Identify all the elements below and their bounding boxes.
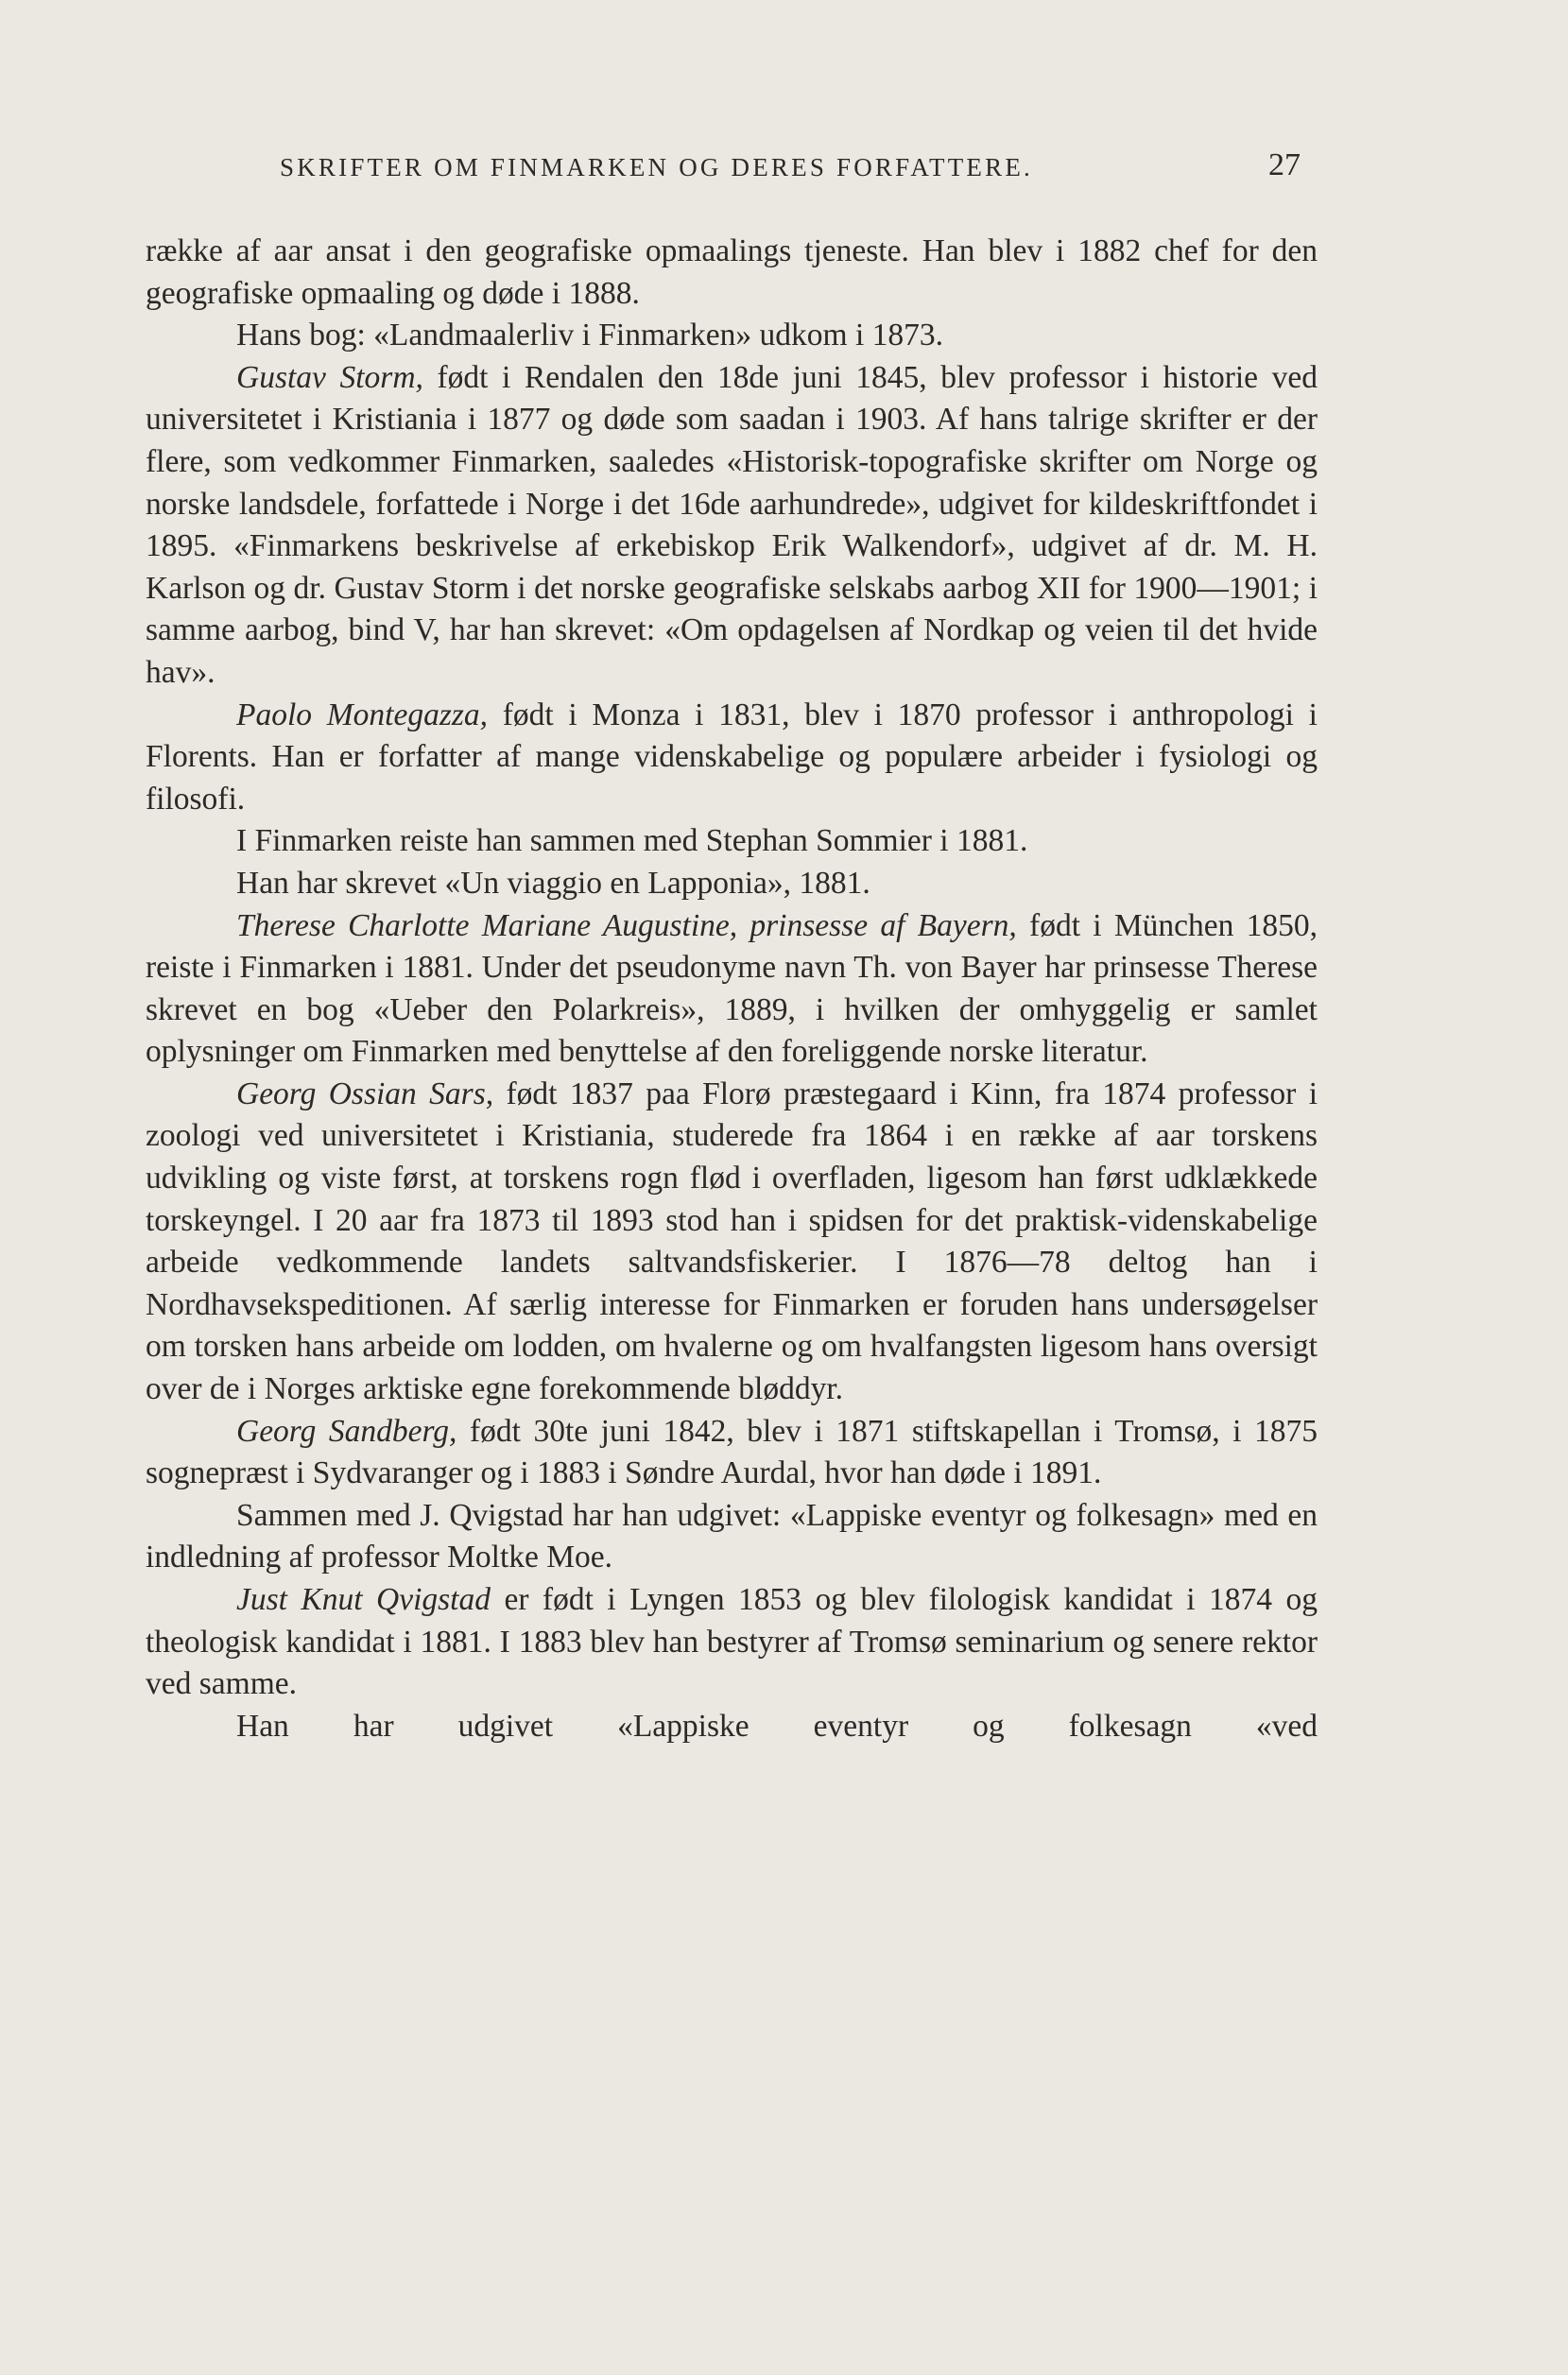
- person-name: Therese Charlotte Mariane Augustine, prinsesse af Bayern,: [236, 907, 1017, 943]
- paragraph: Han har skrevet «Un viaggio en Lapponia», 1881.: [236, 865, 870, 901]
- person-name: Just Knut Qvigstad: [236, 1582, 491, 1617]
- person-name: Paolo Montegazza,: [236, 697, 489, 732]
- paragraph: række af aar ansat i den geografiske opmaalings tjeneste. Han blev i 1882 chef for den geografiske opmaaling og døde i 1888.: [146, 233, 1318, 311]
- page-number: 27: [1268, 147, 1301, 182]
- paragraph: Han har udgivet «Lappiske eventyr og folkesagn «ved: [236, 1708, 1318, 1744]
- paragraph: Sammen med J. Qvigstad har han udgivet: «Lappiske eventyr og folkesagn» med en indledning af professor Moltke Moe.: [146, 1497, 1318, 1575]
- paragraph: Georg Ossian Sars, født 1837 paa Florø præstegaard i Kinn, fra 1874 professor i zoologi ved universitetet i Kristiania, studerede fra 1864 i en række af aar torskens udvikling og viste først, at torskens rogn flød i overfladen, ligesom han først udklækkede torskeyngel. I 20 aar fra 1873 til 1893 stod han i spidsen for det praktisk-videnskabelige arbeide vedkommende landets saltvandsfiskerier. I 1876—78 deltog han i Nordhavsekspeditionen. Af særlig interesse for Finmarken er foruden hans undersøgelser om torsken hans arbeide om lodden, om hvalerne og om hvalfangsten ligesom hans oversigt over de i Norges arktiske egne forekommende bløddyr.: [146, 1076, 1318, 1407]
- paragraph: Paolo Montegazza, født i Monza i 1831, blev i 1870 professor i anthropologi i Florents. Han er forfatter af mange videnskabelige og populære arbeider i fysiologi og filosofi.: [146, 697, 1318, 817]
- paragraph: Hans bog: «Landmaalerliv i Finmarken» udkom i 1873.: [236, 318, 944, 353]
- person-name: Georg Sandberg,: [236, 1413, 457, 1449]
- paragraph: Georg Sandberg, født 30te juni 1842, blev i 1871 stiftskapellan i Tromsø, i 1875 sognepræst i Sydvaranger og i 1883 i Søndre Aurdal, hvor han døde i 1891.: [146, 1413, 1318, 1491]
- paragraph: Gustav Storm, født i Rendalen den 18de juni 1845, blev professor i historie ved universitetet i Kristiania i 1877 og døde som saadan i 1903. Af hans talrige skrifter er der flere, som vedkommer Finmarken, saaledes «Historisk-topografiske skrifter om Norge og norske landsdele, forfattede i Norge i det 16de aarhundrede», udgivet for kildeskriftfondet i 1895. «Finmarkens beskrivelse af erkebiskop Erik Walkendorf», udgivet af dr. M. H. Karlson og dr. Gustav Storm i det norske geografiske selskabs aarbog XII for 1900—1901; i samme aarbog, bind V, har han skrevet: «Om opdagelsen af Nordkap og veien til det hvide hav».: [146, 359, 1318, 690]
- running-title: SKRIFTER OM FINMARKEN OG DERES FORFATTERE.: [280, 153, 1033, 181]
- paragraph: Therese Charlotte Mariane Augustine, prinsesse af Bayern, født i München 1850, reiste i Finmarken i 1881. Under det pseudonyme navn Th. von Bayer har prinsesse Therese skrevet en bog «Ueber den Polarkreis», 1889, i hvilken der omhyggelig er samlet oplysninger om Finmarken med benyttelse af den foreliggende norske literatur.: [146, 907, 1318, 1070]
- person-name: Georg Ossian Sars,: [236, 1076, 494, 1111]
- paragraph: I Finmarken reiste han sammen med Stephan Sommier i 1881.: [236, 823, 1028, 859]
- page-header: [280, 147, 1310, 191]
- person-name: Gustav Storm,: [236, 359, 423, 395]
- paragraph: Just Knut Qvigstad er født i Lyngen 1853 og blev filologisk kandidat i 1874 og theologisk kandidat i 1881. I 1883 blev han bestyrer af Tromsø seminarium og senere rektor ved samme.: [146, 1582, 1318, 1702]
- body-text: [146, 231, 1318, 1747]
